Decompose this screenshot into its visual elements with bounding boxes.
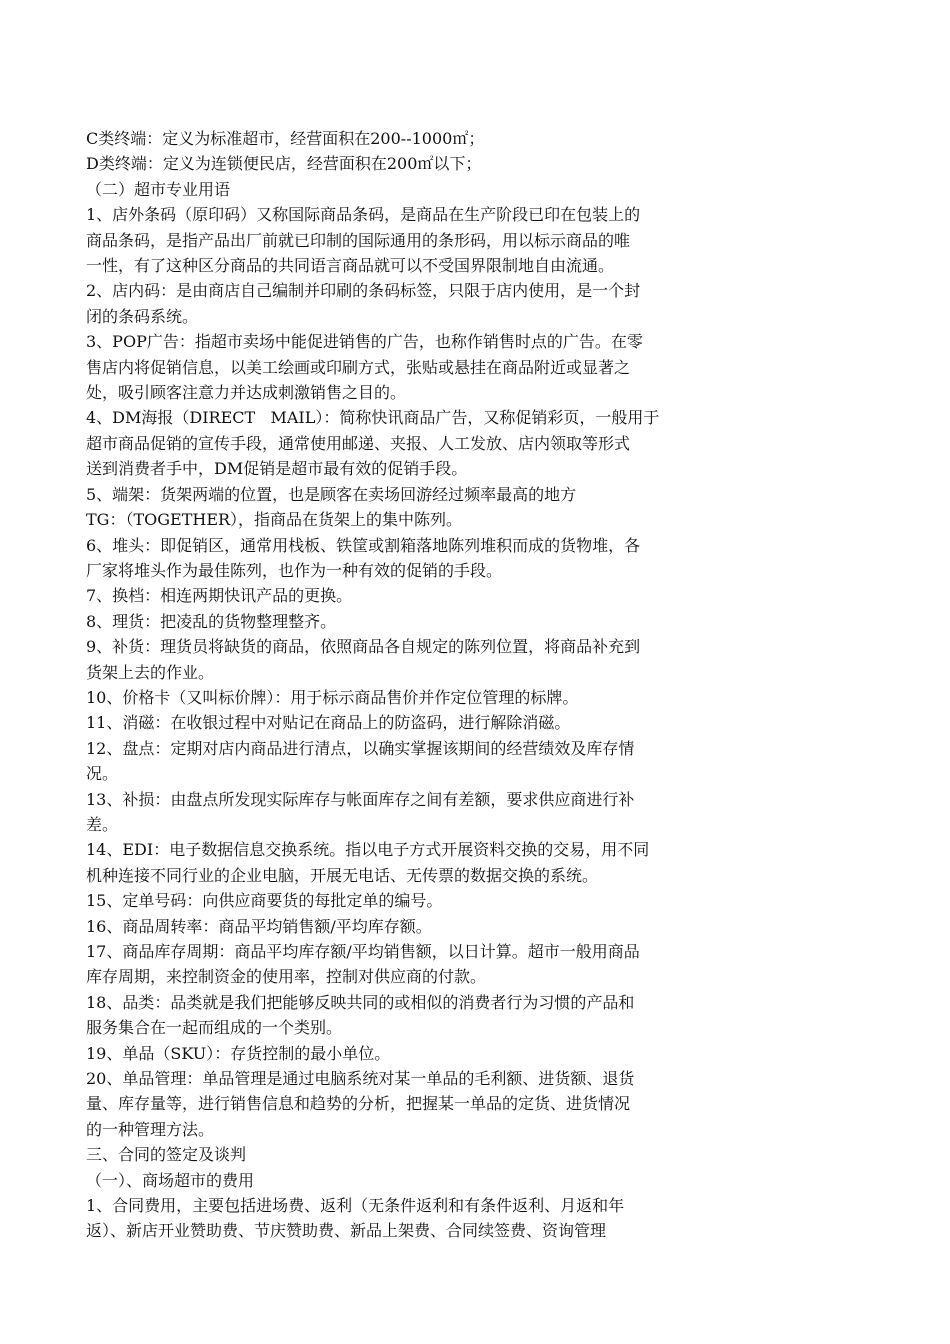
text-line: 况。 [86, 764, 119, 784]
text-line: 19、单品（SKU）：存货控制的最小单位。 [86, 1043, 391, 1063]
text-line: 库存周期，来控制资金的使用率，控制对供应商的付款。 [86, 967, 487, 987]
text-line: 14、EDI：电子数据信息交换系统。指以电子方式开展资料交换的交易，用不同 [86, 840, 650, 860]
text-line: 闭的条码系统。 [86, 306, 199, 326]
text-line: 返）、新店开业赞助费、节庆赞助费、新品上架费、合同续签费、资询管理 [86, 1221, 607, 1241]
text-line: 服务集合在一起而组成的一个类别。 [86, 1018, 343, 1038]
text-line: C类终端：定义为标准超市，经营面积在200--1000㎡； [86, 129, 485, 148]
text-line: 6、堆头：即促销区，通常用栈板、铁筐或割箱落地陈列堆积而成的货物堆，各 [86, 535, 641, 555]
text-line: 送到消费者手中，DM促销是超市最有效的促销手段。 [86, 459, 468, 479]
text-line: 量、库存量等，进行销售信息和趋势的分析，把握某一单品的定货、进货情况 [86, 1094, 631, 1114]
text-line: 处，吸引顾客注意力并达成刺激销售之目的。 [86, 383, 407, 403]
text-line: 18、品类：品类就是我们把能够反映共同的或相似的消费者行为习惯的产品和 [86, 992, 635, 1012]
document-page [86, 126, 756, 1244]
text-line: 差。 [86, 814, 119, 834]
text-line: 商品条码，是指产品出厂前就已印制的国际通用的条形码，用以标示商品的唯 [86, 230, 631, 250]
text-line: 5、端架：货架两端的位置，也是顾客在卖场回游经过频率最高的地方 [86, 484, 577, 504]
text-line: 货架上去的作业。 [86, 662, 215, 682]
text-line: 2、店内码：是由商店自己编制并印刷的条码标签，只限于店内使用，是一个封 [86, 281, 641, 301]
text-line: 10、价格卡（又叫标价牌）：用于标示商品售价并作定位管理的标牌。 [86, 687, 579, 707]
text-line: 8、理货：把凌乱的货物整理整齐。 [86, 611, 337, 631]
text-line: 超市商品促销的宣传手段，通常使用邮递、夹报、人工发放、店内领取等形式 [86, 433, 631, 453]
text-line: 一性，有了这种区分商品的共同语言商品就可以不受国界限制地自由流通。 [86, 256, 615, 276]
text-line: 16、商品周转率：商品平均销售额/平均库存额。 [86, 916, 432, 936]
text-line: 3、POP广告：指超市卖场中能促进销售的广告，也称作销售时点的广告。在零 [86, 332, 643, 352]
section-heading: （二）超市专业用语 [86, 179, 231, 199]
text-line: 12、盘点：定期对店内商品进行清点，以确实掌握该期间的经营绩效及库存情 [86, 738, 635, 758]
text-line: 9、补货：理货员将缺货的商品，依照商品各自规定的陈列位置，将商品补充到 [86, 637, 641, 657]
text-line: D类终端：定义为连锁便民店，经营面积在200㎡以下； [86, 154, 482, 174]
text-line: 13、补损：由盘点所发现实际库存与帐面库存之间有差额，要求供应商进行补 [86, 789, 635, 809]
text-line: 的一种管理方法。 [86, 1119, 215, 1139]
text-line: 4、DM海报（DIRECT MAIL）：简称快讯商品广告，又称促销彩页，一般用于 [86, 408, 660, 428]
text-line: 7、换档：相连两期快讯产品的更换。 [86, 586, 353, 606]
text-line: 1、合同费用，主要包括进场费、返利（无条件返利和有条件返利、月返和年 [86, 1196, 625, 1216]
text-line: 售店内将促销信息，以美工绘画或印刷方式，张贴或悬挂在商品附近或显著之 [86, 357, 631, 377]
section-heading: 三、合同的签定及谈判 [86, 1145, 247, 1165]
text-line: 20、单品管理：单品管理是通过电脑系统对某一单品的毛利额、进货额、退货 [86, 1069, 635, 1089]
text-line: TG：（TOGETHER），指商品在货架上的集中陈列。 [86, 510, 463, 530]
text-line: 17、商品库存周期：商品平均库存额/平均销售额，以日计算。超市一般用商品 [86, 942, 640, 961]
text-line: 11、消磁：在收银过程中对贴记在商品上的防盗码，进行解除消磁。 [86, 713, 571, 733]
text-line: 15、定单号码：向供应商要货的每批定单的编号。 [86, 891, 443, 911]
text-line: 机种连接不同行业的企业电脑，开展无电话、无传票的数据交换的系统。 [86, 865, 599, 885]
text-line: 1、店外条码（原印码）又称国际商品条码，是商品在生产阶段已印在包装上的 [86, 205, 641, 225]
text-line: 厂家将堆头作为最佳陈列，也作为一种有效的促销的手段。 [86, 560, 503, 580]
section-heading: （一）、商场超市的费用 [86, 1170, 255, 1190]
